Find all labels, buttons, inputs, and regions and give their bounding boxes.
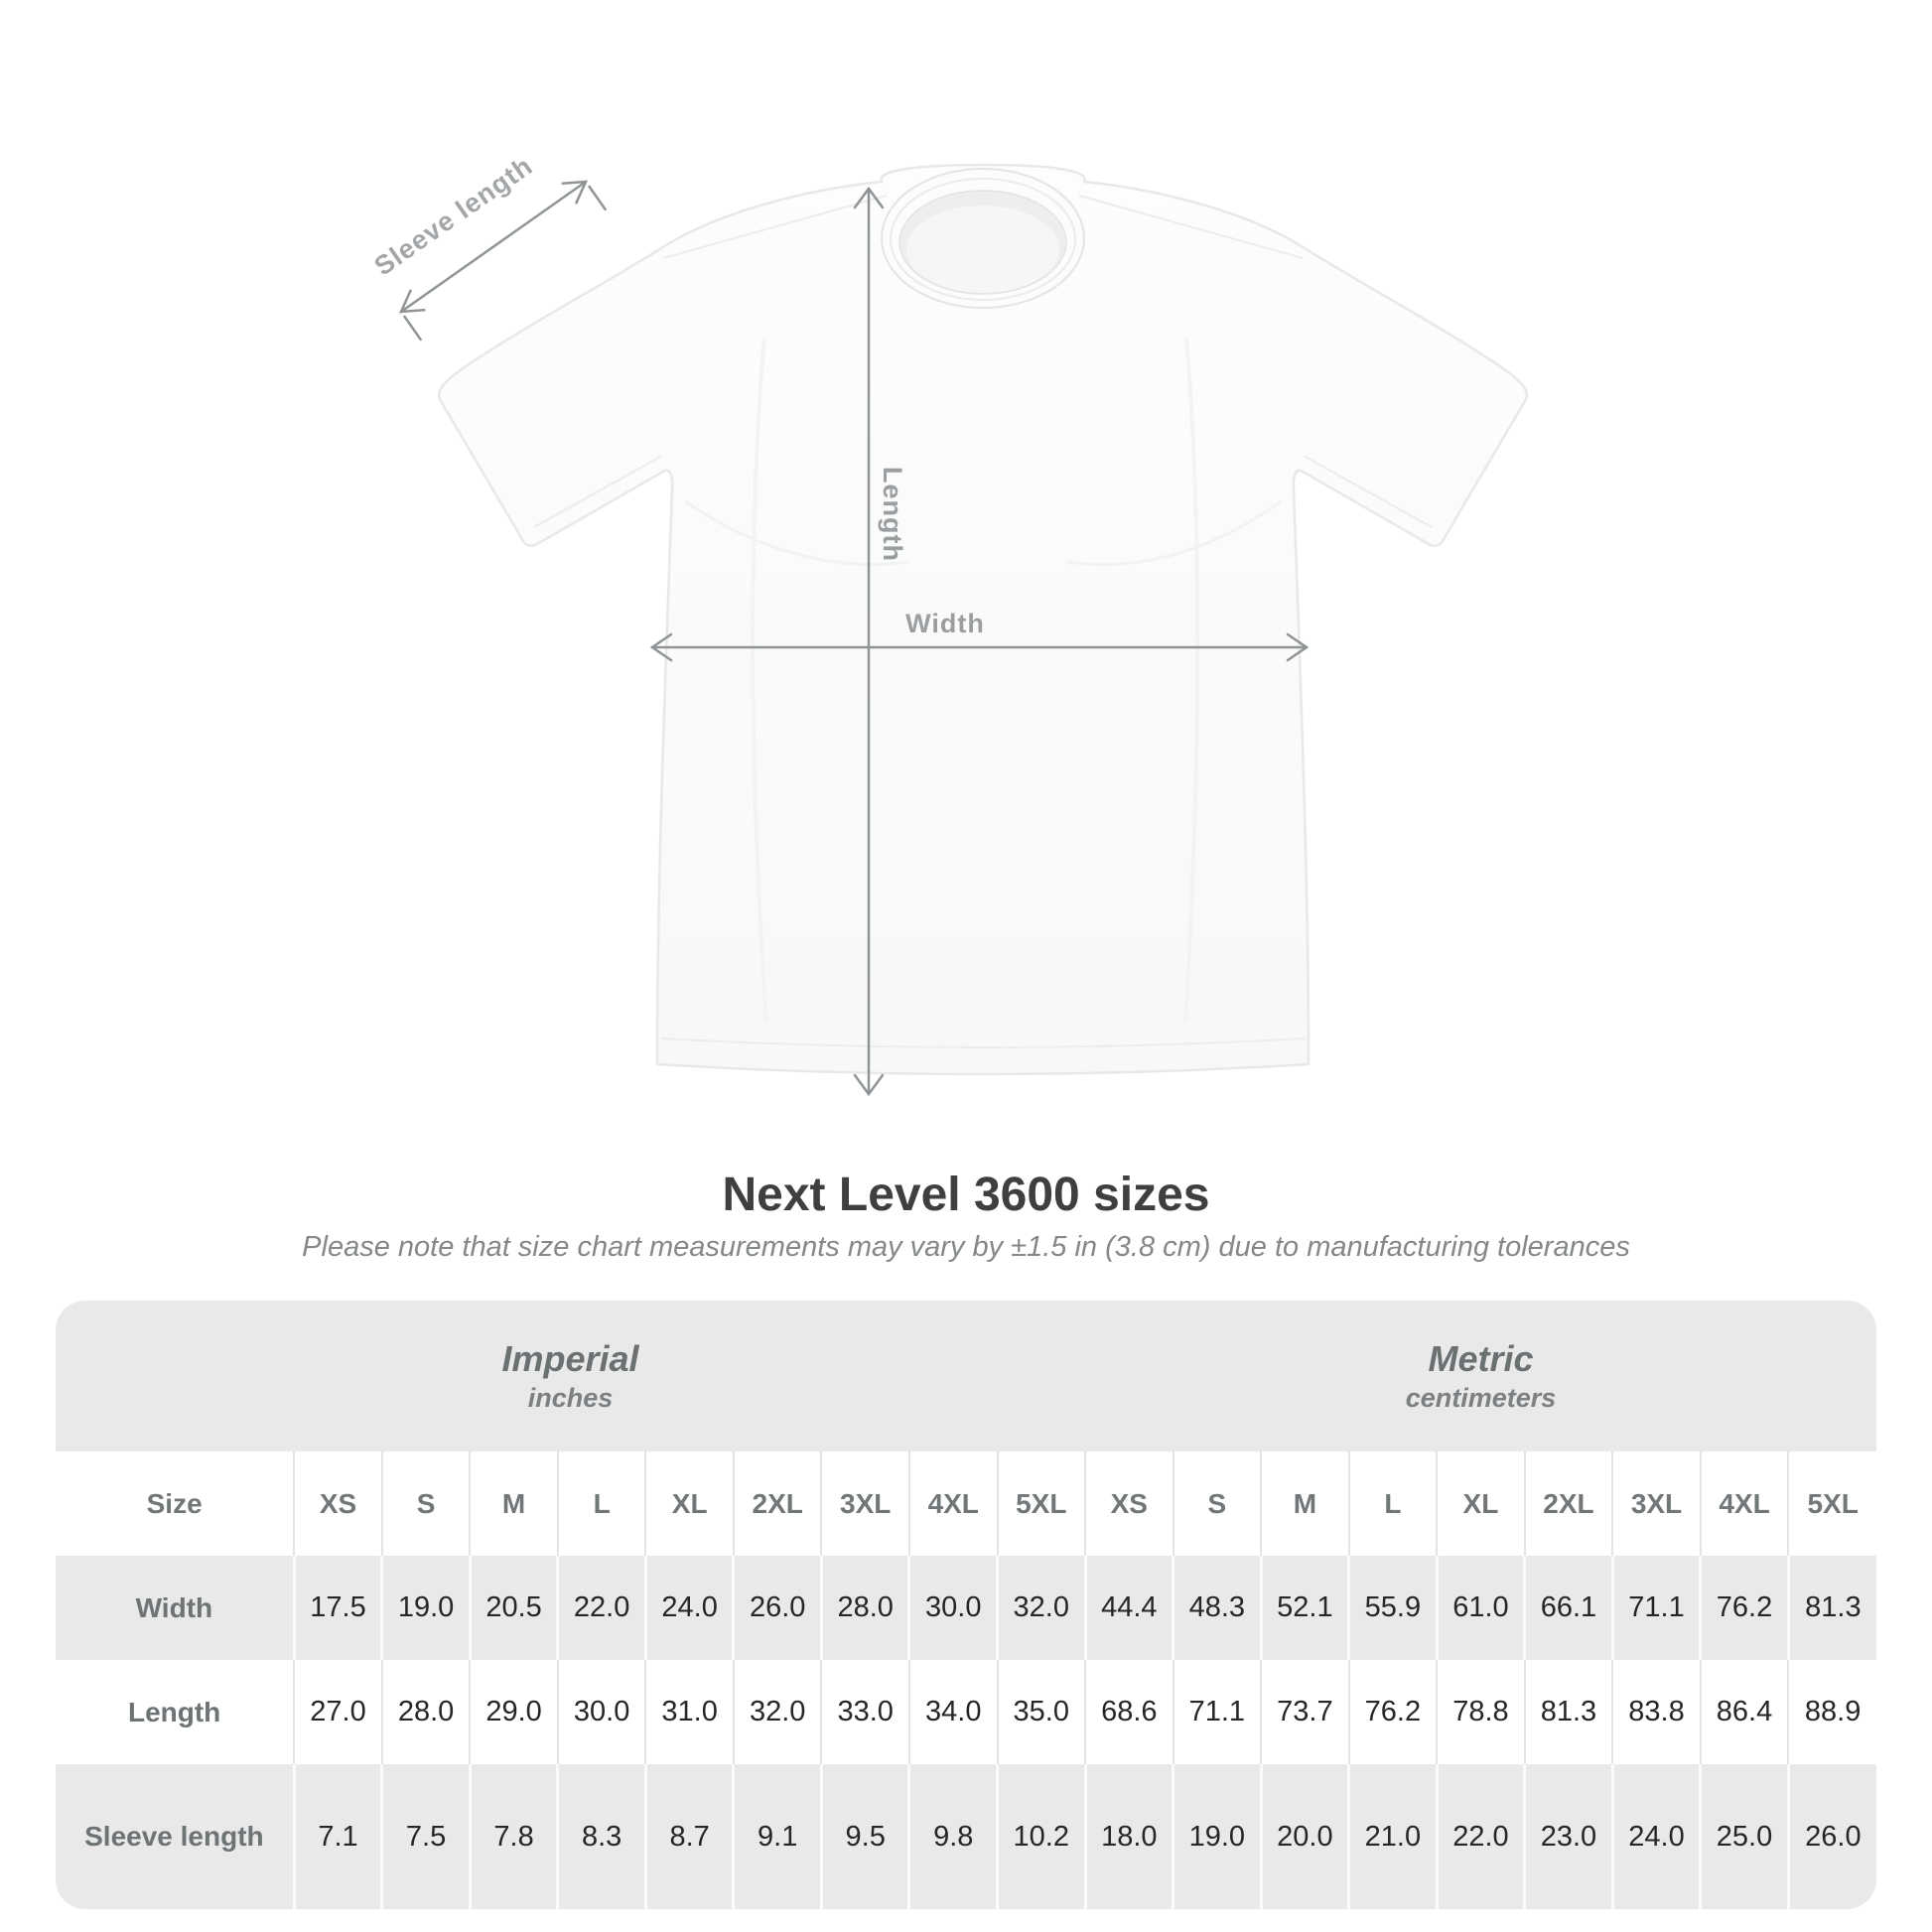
value-cell: 25.0: [1701, 1764, 1789, 1909]
value-cell: 27.0: [294, 1660, 382, 1764]
value-cell: 9.8: [909, 1764, 998, 1909]
value-cell: 48.3: [1173, 1556, 1262, 1660]
size-header-cell: L: [1349, 1451, 1438, 1556]
page-title: Next Level 3600 sizes: [722, 1169, 1210, 1221]
value-cell: 76.2: [1701, 1556, 1789, 1660]
value-cell: 7.8: [470, 1764, 558, 1909]
table-row-sleeve-length: [56, 1764, 1876, 1909]
value-cell: 35.0: [998, 1660, 1086, 1764]
size-header-cell: 3XL: [821, 1451, 909, 1556]
value-cell: 24.0: [645, 1556, 734, 1660]
value-cell: 7.1: [294, 1764, 382, 1909]
value-cell: 61.0: [1437, 1556, 1525, 1660]
value-cell: 32.0: [998, 1556, 1086, 1660]
size-header-cell: 4XL: [909, 1451, 998, 1556]
neck-inside: [906, 206, 1059, 293]
value-cell: 26.0: [1788, 1764, 1876, 1909]
value-cell: 19.0: [382, 1556, 471, 1660]
width-label: Width: [905, 609, 985, 638]
group-unit-imperial: inches: [527, 1382, 614, 1413]
group-unit-metric: centimeters: [1405, 1382, 1557, 1413]
page-subtitle: Please note that size chart measurements may vary by ±1.5 in (3.8 cm) due to manufacturing tolerances: [302, 1231, 1630, 1263]
value-cell: 81.3: [1525, 1660, 1613, 1764]
size-header-cell: XS: [294, 1451, 382, 1556]
value-cell: 33.0: [821, 1660, 909, 1764]
sleeve-length-label: Sleeve length: [368, 150, 539, 282]
size-header-cell: 5XL: [1788, 1451, 1876, 1556]
value-cell: 88.9: [1788, 1660, 1876, 1764]
value-cell: 8.3: [558, 1764, 646, 1909]
value-cell: 10.2: [998, 1764, 1086, 1909]
value-cell: 71.1: [1612, 1556, 1701, 1660]
value-cell: 66.1: [1525, 1556, 1613, 1660]
value-cell: 17.5: [294, 1556, 382, 1660]
size-header-cell: M: [1261, 1451, 1349, 1556]
value-cell: 9.5: [821, 1764, 909, 1909]
size-header-label: Size: [146, 1487, 203, 1519]
size-header-cell: 3XL: [1612, 1451, 1701, 1556]
size-chart: [56, 1301, 1876, 1909]
value-cell: 30.0: [909, 1556, 998, 1660]
value-cell: 28.0: [382, 1660, 471, 1764]
value-cell: 86.4: [1701, 1660, 1789, 1764]
size-header-cell: 4XL: [1701, 1451, 1789, 1556]
value-cell: 8.7: [645, 1764, 734, 1909]
group-header-row: [56, 1301, 1876, 1451]
value-cell: 18.0: [1085, 1764, 1173, 1909]
size-header-cell: XS: [1085, 1451, 1173, 1556]
size-header-cell: L: [558, 1451, 646, 1556]
value-cell: 31.0: [645, 1660, 734, 1764]
value-cell: 7.5: [382, 1764, 471, 1909]
row-label-width: Width: [135, 1591, 213, 1623]
value-cell: 9.1: [734, 1764, 822, 1909]
value-cell: 20.5: [470, 1556, 558, 1660]
value-cell: 24.0: [1612, 1764, 1701, 1909]
size-header-cell: S: [382, 1451, 471, 1556]
value-cell: 29.0: [470, 1660, 558, 1764]
row-label-sleeve-length: Sleeve length: [84, 1821, 264, 1852]
value-cell: 81.3: [1788, 1556, 1876, 1660]
value-cell: 19.0: [1173, 1764, 1262, 1909]
table-row-length: [56, 1660, 1876, 1764]
value-cell: 71.1: [1173, 1660, 1262, 1764]
size-header-cell: XL: [645, 1451, 734, 1556]
value-cell: 52.1: [1261, 1556, 1349, 1660]
value-cell: 44.4: [1085, 1556, 1173, 1660]
group-header-imperial: [56, 1301, 1085, 1451]
value-cell: 68.6: [1085, 1660, 1173, 1764]
value-cell: 22.0: [1437, 1764, 1525, 1909]
size-header-cell: S: [1173, 1451, 1262, 1556]
value-cell: 78.8: [1437, 1660, 1525, 1764]
value-cell: 21.0: [1349, 1764, 1438, 1909]
size-header-cell: M: [470, 1451, 558, 1556]
size-header-row: [56, 1451, 1876, 1556]
length-label: Length: [878, 467, 907, 562]
size-header-cell: 2XL: [1525, 1451, 1613, 1556]
value-cell: 22.0: [558, 1556, 646, 1660]
value-cell: 55.9: [1349, 1556, 1438, 1660]
group-name-metric: Metric: [1428, 1337, 1534, 1379]
value-cell: 26.0: [734, 1556, 822, 1660]
value-cell: 73.7: [1261, 1660, 1349, 1764]
size-chart-table: [56, 1301, 1876, 1909]
group-header-metric: [1085, 1301, 1876, 1451]
value-cell: 23.0: [1525, 1764, 1613, 1909]
value-cell: 34.0: [909, 1660, 998, 1764]
value-cell: 76.2: [1349, 1660, 1438, 1764]
row-label-length: Length: [127, 1696, 221, 1727]
table-row-width: [56, 1556, 1876, 1660]
value-cell: 20.0: [1261, 1764, 1349, 1909]
size-header-cell: 2XL: [734, 1451, 822, 1556]
value-cell: 83.8: [1612, 1660, 1701, 1764]
size-header-cell: XL: [1437, 1451, 1525, 1556]
size-header-cell: 5XL: [998, 1451, 1086, 1556]
value-cell: 30.0: [558, 1660, 646, 1764]
value-cell: 32.0: [734, 1660, 822, 1764]
value-cell: 28.0: [821, 1556, 909, 1660]
group-name-imperial: Imperial: [501, 1337, 639, 1379]
